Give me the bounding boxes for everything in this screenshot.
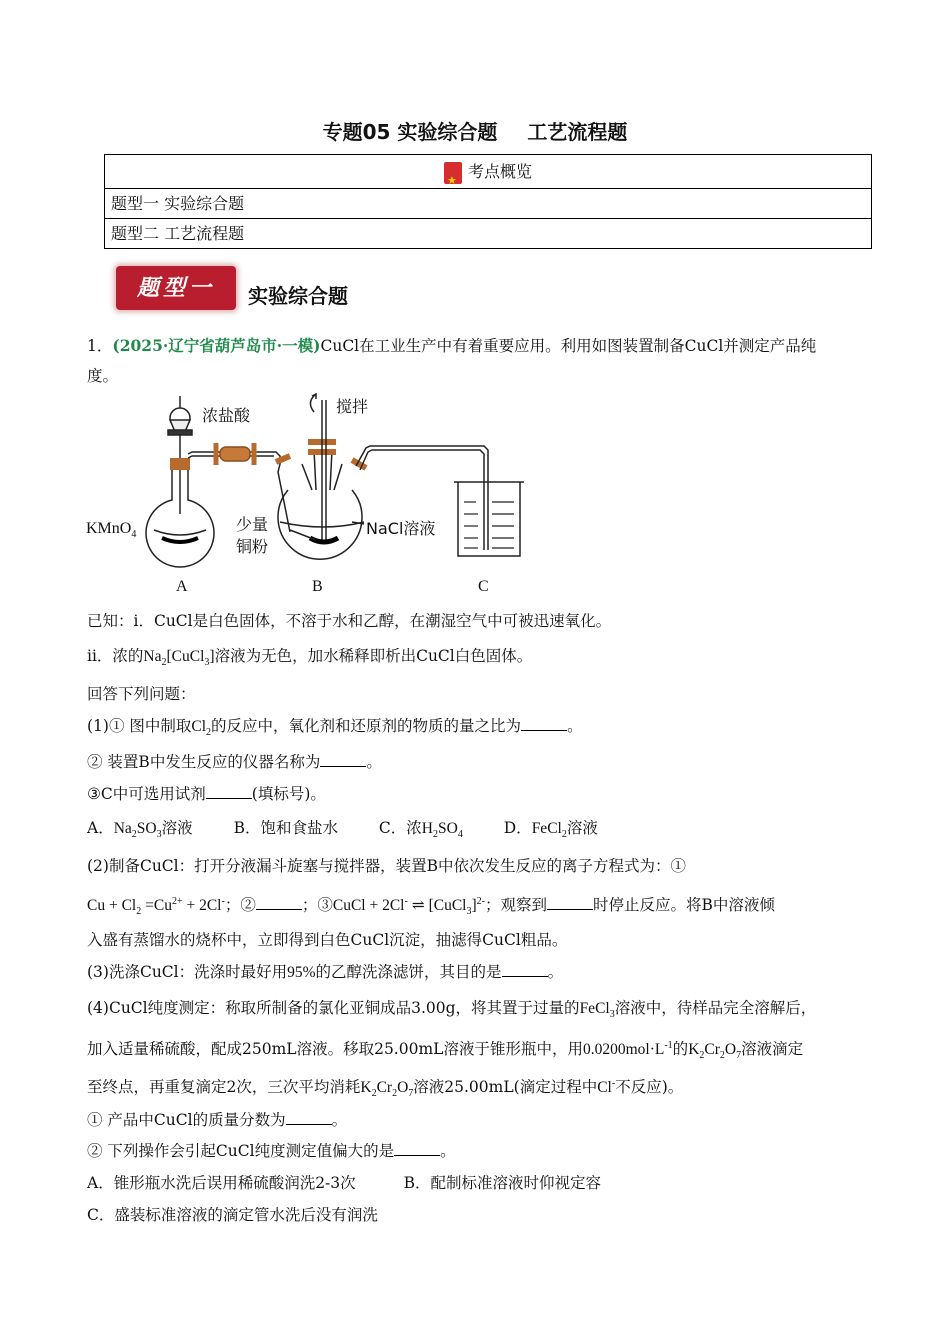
opt-b: B．饱和食盐水 [233, 819, 338, 837]
p4-l1-pre: (4)CuCl纯度测定：称取所制备的氯化亚铜成品3.00g，将其置于过量的 [87, 999, 580, 1017]
q1-source: (2025·辽宁省葫芦岛市·一模) [112, 336, 321, 355]
p4-qa-end: 。 [331, 1111, 348, 1129]
stopcock [168, 430, 192, 435]
known-1: 已知：ⅰ．CuCl是白色固体，不溶于水和乙醇，在潮湿空气中可被迅速氧化。 [87, 612, 612, 630]
p4-qa [87, 1108, 347, 1132]
p4-l2 [87, 1034, 803, 1068]
label-cu-2: 铜粉 [236, 537, 269, 556]
outline-box [104, 154, 872, 249]
label-conc-hcl: 浓盐酸 [202, 406, 251, 425]
label-nacl: NaCl溶液 [366, 519, 436, 538]
kmno4-text: KMnO [86, 520, 132, 537]
kmno4-sub: 4 [131, 529, 137, 541]
formula-fecl2: FeCl$_2$ [531, 820, 567, 841]
answer-blank[interactable] [521, 716, 567, 731]
known-2-post: 溶液为无色，加水稀释即析出CuCl白色固体。 [214, 647, 533, 665]
p3-pct: 95% [287, 964, 316, 981]
p4-l2-pre: 加入适量稀硫酸，配成250mL溶液。移取25.00mL溶液于锥形瓶中，用 [87, 1040, 583, 1059]
q1-text: CuCl在工业生产中有着重要应用。利用如图装置制备CuCl并测定产品纯 [320, 337, 817, 355]
p4-l2-mid: 的 [672, 1040, 689, 1059]
title-left: 专题05 实验综合题 [322, 120, 498, 144]
eq-1: $Cu + Cl_2 =Cu^{2+} + 2Cl^-$ [87, 896, 225, 918]
p1-c-pre: ③C中可选用试剂 [87, 785, 206, 803]
section-badge: 题型一 [116, 266, 236, 310]
p4-l1 [87, 996, 816, 1027]
p4-qa-text: ① 产品中CuCl的质量分数为 [87, 1111, 286, 1129]
known-2-pre: ⅱ．浓的 [87, 647, 144, 665]
q1-line2: 度。 [87, 367, 119, 385]
answer-blank[interactable] [206, 784, 252, 799]
outline-header [105, 155, 871, 189]
p2-semi1: ；② [224, 896, 256, 915]
p3-end: 。 [547, 963, 564, 981]
formula-k2cr2o7-2: $K_2Cr_2O_7$ [360, 1079, 414, 1100]
p2-l3: 入盛有蒸馏水的烧杯中，立即得到白色CuCl沉淀，抽滤得CuCl粗品。 [87, 931, 568, 949]
p1-b-end: 。 [366, 753, 382, 771]
q1-line1 [87, 334, 816, 358]
p4-l3-pre: 至终点，再重复滴定2次，三次平均消耗 [87, 1078, 361, 1097]
p4-conc-sup: -1 [664, 1040, 673, 1051]
answer-blank[interactable] [502, 962, 548, 977]
p2-observe: ；观察到 [484, 896, 547, 915]
answer-blank[interactable] [394, 1141, 440, 1156]
p1-a-pre: (1)① 图中制取 [87, 717, 192, 735]
opt-a-post: 溶液 [161, 819, 193, 837]
p1-b [87, 750, 382, 774]
p4-qb [87, 1139, 456, 1163]
formula-fecl3: FeCl$_3$ [579, 1000, 615, 1021]
apparatus-figure [80, 390, 540, 602]
p1-b-pre: ② 装置B中发生反应的仪器名称为 [87, 753, 321, 771]
page-title [0, 116, 950, 145]
p4-opt-b: B．配制标准溶液时仰视定容 [403, 1174, 602, 1192]
book-icon [444, 162, 462, 184]
opt-d-label: D． [503, 819, 532, 837]
p1-c-end: (填标号)。 [251, 785, 326, 803]
answer-blank[interactable] [286, 1110, 332, 1125]
p4-opt-a: A．锥形瓶水洗后误用稀硫酸润洗2-3次 [87, 1174, 356, 1192]
label-a: A [176, 578, 188, 595]
p1-a [87, 714, 583, 745]
p4-opt-c: C．盛装标准溶液的滴定管水洗后没有润洗 [87, 1206, 378, 1224]
formula-na2so3: $Na_2SO_3$ [113, 820, 162, 841]
formula-cl-ion: Cl- [597, 1078, 616, 1097]
beaker-c [458, 482, 520, 556]
p4-l1-post: 溶液中，待样品完全溶解后， [614, 999, 817, 1017]
p4-conc: 0.0200mol·L [582, 1041, 665, 1059]
p1-options [87, 816, 598, 847]
formula-na2cucl3: $Na_2[CuCl_3]$ [143, 648, 215, 669]
label-kmno4 [86, 520, 136, 540]
answer-blank[interactable] [320, 752, 366, 767]
answer-blank[interactable] [547, 895, 593, 910]
p4-qb-end: 。 [440, 1142, 456, 1160]
outline-header-text: 考点概览 [467, 162, 532, 181]
title-right: 工艺流程题 [527, 120, 628, 144]
p2-l2 [87, 890, 775, 924]
eq-3: CuCl + 2Cl- ⇌ [CuCl$_3$]$^{2-}$ [332, 896, 485, 918]
p2-l1: (2)制备CuCl：打开分液漏斗旋塞与搅拌器，装置B中依次发生反应的离子方程式为：① [87, 857, 687, 875]
label-stir: 搅拌 [336, 397, 369, 416]
p4-l3-mid: 溶液25.00mL(滴定过程中 [413, 1078, 598, 1097]
opt-a-label: A． [87, 819, 114, 837]
p2-semi2: ；③ [301, 896, 333, 915]
p4-l3 [87, 1072, 683, 1106]
p3-post: 的乙醇洗涤滤饼，其目的是 [315, 963, 502, 981]
p3-pre: (3)洗涤CuCl：洗涤时最好用 [87, 963, 288, 981]
p3 [87, 960, 563, 985]
label-cu-1: 少量 [236, 515, 269, 534]
outline-item-2[interactable]: 题型二 工艺流程题 [111, 224, 245, 243]
q1-number: 1． [87, 337, 113, 355]
p1-a-end: 。 [567, 717, 583, 735]
formula-h2so4: $H_2SO_4$ [421, 820, 463, 841]
ask-line: 回答下列问题： [87, 685, 196, 703]
known-2 [87, 644, 532, 675]
outline-item-1[interactable]: 题型一 实验综合题 [105, 189, 871, 219]
opt-c-label: C．浓 [378, 819, 422, 837]
p4-l3-post: 不反应)。 [615, 1078, 684, 1097]
p4-qb-text: ② 下列操作会引起CuCl纯度测定值偏大的是 [87, 1142, 395, 1160]
p1-c [87, 782, 326, 806]
p1-a-post: 的反应中，氧化剂和还原剂的物质的量之比为 [211, 717, 522, 735]
p4-l2-post: 溶液滴定 [741, 1040, 804, 1059]
formula-k2cr2o7: $K_2Cr_2O_7$ [688, 1041, 742, 1062]
label-c: C [478, 578, 489, 595]
formula-cl2: $Cl_2$ [191, 718, 212, 739]
answer-blank[interactable] [256, 895, 302, 910]
section-title: 实验综合题 [248, 284, 348, 308]
p4-opts-ab [87, 1171, 601, 1195]
p2-l2-end: 时停止反应。将B中溶液倾 [593, 896, 775, 915]
opt-d-post: 溶液 [566, 819, 598, 837]
label-b: B [312, 578, 323, 595]
